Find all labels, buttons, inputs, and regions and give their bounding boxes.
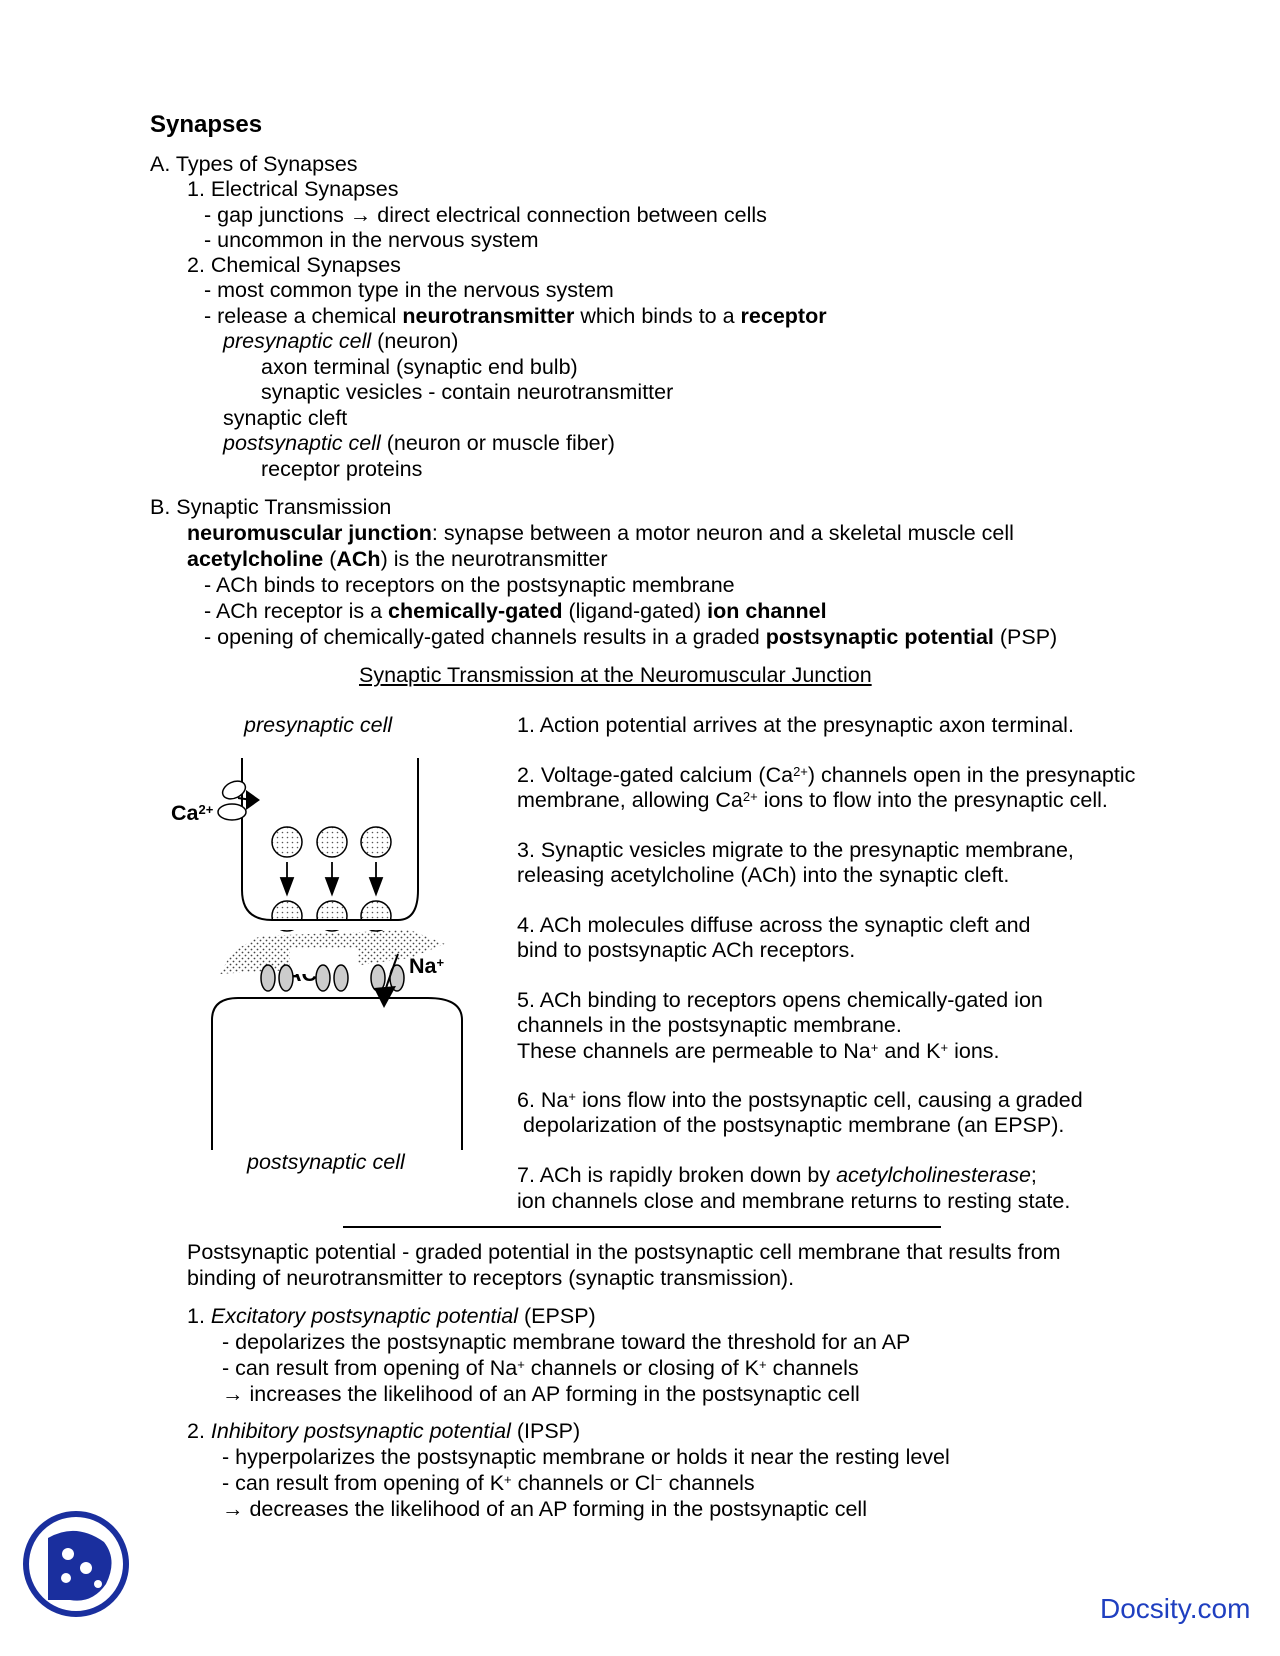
step-7-line-2: ion channels close and membrane returns to resting state.	[517, 1189, 1071, 1213]
epsp-bullet-3: → increases the likelihood of an AP forming in the postsynaptic cell	[222, 1382, 860, 1406]
step-3-line-1: 3. Synaptic vesicles migrate to the presynaptic membrane,	[517, 838, 1074, 862]
ach-definition: acetylcholine (ACh) is the neurotransmitter	[187, 547, 608, 571]
electrical-bullet-gap-junctions: - gap junctions → direct electrical connection between cells	[204, 203, 767, 227]
psp-definition-line-2: binding of neurotransmitter to receptors (synaptic transmission).	[187, 1266, 795, 1290]
step-4-line-1: 4. ACh molecules diffuse across the synaptic cleft and	[517, 913, 1031, 937]
axon-terminal-line: axon terminal (synaptic end bulb)	[261, 355, 578, 379]
presynaptic-cell-line: presynaptic cell (neuron)	[223, 329, 459, 353]
docsity-logo-icon[interactable]	[20, 1508, 132, 1620]
step-5-line-3: These channels are permeable to Na+ and K+ ions.	[517, 1039, 1000, 1063]
step-1: 1. Action potential arrives at the presynaptic axon terminal.	[517, 713, 1074, 737]
calcium-channel	[218, 778, 260, 820]
step-4-line-2: bind to postsynaptic ACh receptors.	[517, 938, 856, 962]
step-6-line-1: 6. Na+ ions flow into the postsynaptic cell, causing a graded	[517, 1088, 1083, 1112]
section-divider	[343, 1226, 941, 1228]
figure-title: Synaptic Transmission at the Neuromuscular Junction	[359, 663, 872, 687]
presynaptic-label: presynaptic cell	[244, 713, 393, 737]
page-title: Synapses	[150, 111, 263, 138]
step-2-line-1: 2. Voltage-gated calcium $(Ca^{2+})$ channels open in the presynaptic	[517, 763, 1136, 787]
step-5-line-1: 5. ACh binding to receptors opens chemically-gated ion	[517, 988, 1043, 1012]
epsp-bullet-1: - depolarizes the postsynaptic membrane toward the threshold for an AP	[222, 1330, 911, 1354]
nmj-definition: neuromuscular junction: synapse between a motor neuron and a skeletal muscle cell	[187, 521, 1014, 545]
ipsp-bullet-1: - hyperpolarizes the postsynaptic membrane or holds it near the resting level	[222, 1445, 950, 1469]
ipsp-heading: 2. Inhibitory postsynaptic potential (IPSP)	[187, 1419, 581, 1443]
step-7-line-1: 7. ACh is rapidly broken down by acetylcholinesterase;	[517, 1163, 1037, 1187]
section-b-heading: B. Synaptic Transmission	[150, 495, 392, 519]
synaptic-cleft-line: synaptic cleft	[223, 406, 348, 430]
section-a-heading: A. Types of Synapses	[150, 152, 358, 176]
synaptic-vesicles-line: synaptic vesicles - contain neurotransmitter	[261, 380, 674, 404]
step-6-line-2: depolarization of the postsynaptic membrane (an EPSP).	[517, 1113, 1065, 1137]
ach-bullet-binds: - ACh binds to receptors on the postsynaptic membrane	[204, 573, 735, 597]
ach-bullet-receptor: - ACh receptor is a chemically-gated (ligand-gated) ion channel	[204, 599, 827, 623]
step-2-line-2: membrane, allowing $Ca^{2+}$ ions to flow into the presynaptic cell.	[517, 788, 1108, 812]
receptor-proteins-line: receptor proteins	[261, 457, 423, 481]
sodium-label: Na+	[409, 954, 445, 978]
chemical-bullet-release: - release a chemical neurotransmitter which binds to a receptor	[204, 304, 827, 328]
step-5-line-2: channels in the postsynaptic membrane.	[517, 1013, 902, 1037]
epsp-heading: 1. Excitatory postsynaptic potential (EPSP)	[187, 1304, 596, 1328]
chemical-synapses-heading: 2. Chemical Synapses	[187, 253, 401, 277]
postsynaptic-label: postsynaptic cell	[247, 1150, 405, 1174]
nmj-diagram	[160, 720, 480, 1160]
epsp-bullet-2: - can result from opening of Na+ channels or closing of K+ channels	[222, 1356, 859, 1380]
psp-definition-line-1: Postsynaptic potential - graded potential in the postsynaptic cell membrane that results from	[187, 1240, 1061, 1264]
fusing-vesicles	[268, 901, 398, 931]
ach-bullet-psp: - opening of chemically-gated channels results in a graded postsynaptic potential (PSP)	[204, 625, 1058, 649]
step-3-line-2: releasing acetylcholine (ACh) into the synaptic cleft.	[517, 863, 1010, 887]
postsynaptic-cell-line: postsynaptic cell (neuron or muscle fiber)	[223, 431, 615, 455]
electrical-bullet-uncommon: - uncommon in the nervous system	[204, 228, 539, 252]
calcium-label: $Ca^{2+}$	[171, 801, 214, 825]
postsynaptic-membrane	[212, 998, 462, 1150]
vesicle-migration-arrows	[281, 862, 382, 894]
ipsp-bullet-2: - can result from opening of K+ channels or Cl− channels	[222, 1471, 755, 1495]
ipsp-bullet-3: → decreases the likelihood of an AP forming in the postsynaptic cell	[222, 1497, 867, 1521]
docsity-brand-link[interactable]: Docsity.com	[1100, 1593, 1251, 1624]
synaptic-vesicles-top	[272, 827, 391, 857]
electrical-synapses-heading: 1. Electrical Synapses	[187, 177, 399, 201]
chemical-bullet-common: - most common type in the nervous system	[204, 278, 614, 302]
